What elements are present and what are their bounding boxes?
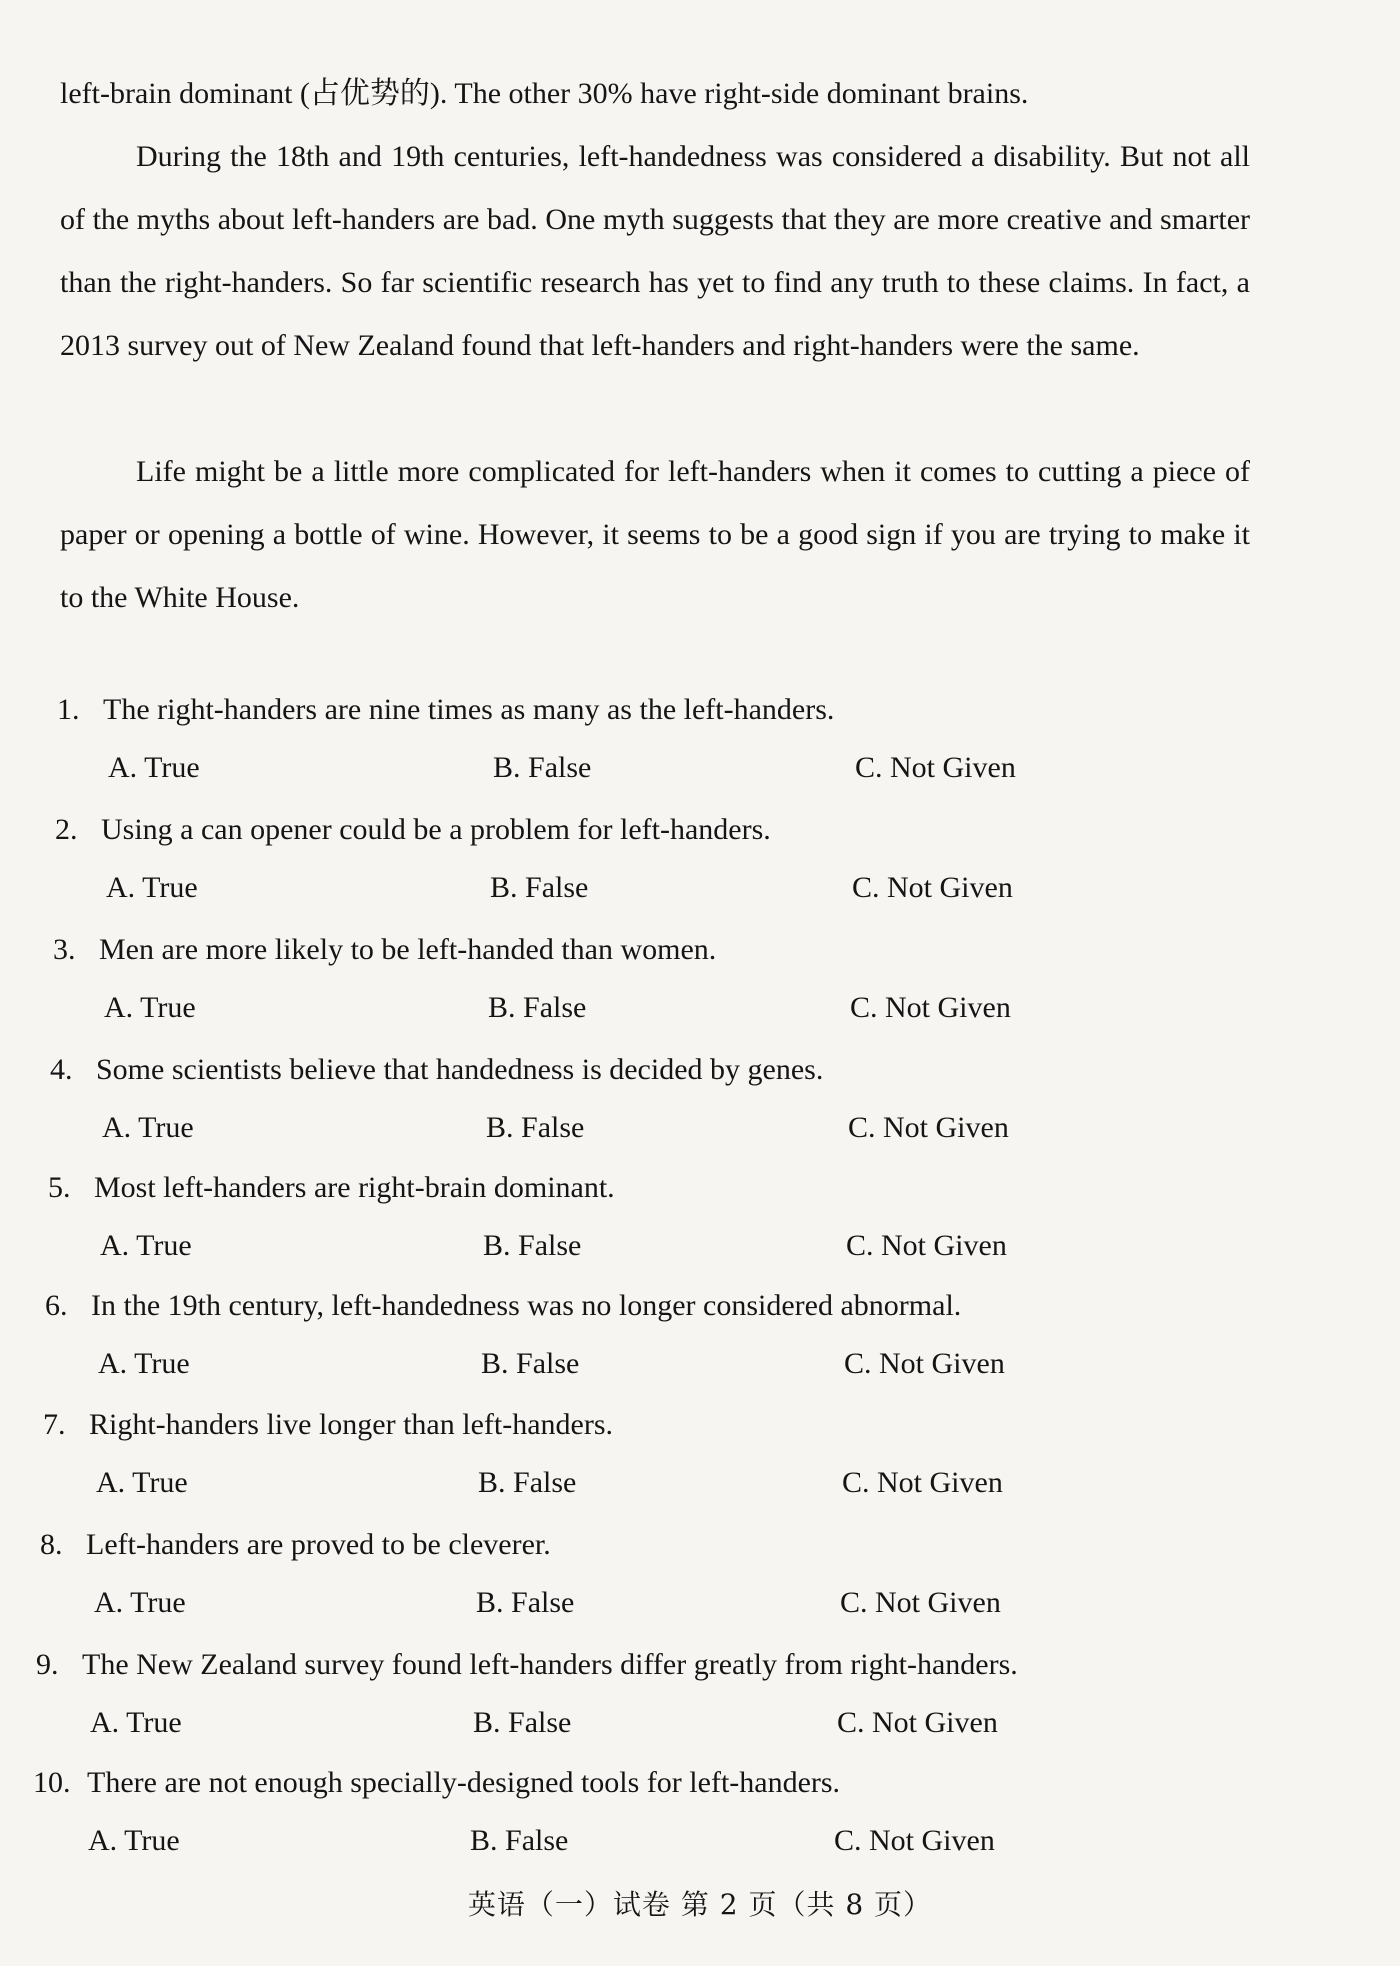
option-c: C. Not Given: [855, 751, 1016, 784]
question-text: There are not enough specially-designed tools for left-handers.: [87, 1766, 841, 1799]
question-7: [0, 1405, 1400, 1523]
question-text: Right-handers live longer than left-handers.: [89, 1408, 614, 1441]
passage-paragraph-1: [60, 62, 1250, 125]
question-2: [0, 810, 1400, 928]
question-text: Men are more likely to be left-handed than women.: [99, 933, 717, 966]
question-number: 2.: [55, 813, 78, 846]
option-a: A. True: [104, 991, 196, 1024]
option-c: C. Not Given: [834, 1824, 995, 1857]
option-c: C. Not Given: [846, 1229, 1007, 1262]
question-stem: [33, 1763, 840, 1803]
question-10: [0, 1763, 1400, 1881]
question-text: The New Zealand survey found left-handers differ greatly from right-handers.: [82, 1648, 1018, 1681]
question-text: Most left-handers are right-brain dominant.: [94, 1171, 615, 1204]
passage-text: left-brain dominant (占优势的). The other 30% have right-side dominant brains.: [60, 77, 1029, 110]
question-text: Left-handers are proved to be cleverer.: [86, 1528, 551, 1561]
option-a: A. True: [94, 1586, 186, 1619]
question-number: 5.: [48, 1171, 71, 1204]
option-c: C. Not Given: [840, 1586, 1001, 1619]
question-stem: [36, 1645, 1018, 1685]
option-b: B. False: [481, 1347, 580, 1380]
passage-paragraph-2: [60, 125, 1250, 377]
question-1: [0, 690, 1400, 808]
option-b: B. False: [470, 1824, 569, 1857]
question-text: Using a can opener could be a problem for left-handers.: [101, 813, 771, 846]
page-footer: 英语（一）试卷 第 2 页（共 8 页）: [467, 1888, 933, 1921]
option-c: C. Not Given: [842, 1466, 1003, 1499]
question-number: 7.: [43, 1408, 66, 1441]
option-b: B. False: [486, 1111, 585, 1144]
option-c: C. Not Given: [850, 991, 1011, 1024]
option-a: A. True: [96, 1466, 188, 1499]
option-a: A. True: [90, 1706, 182, 1739]
option-b: B. False: [478, 1466, 577, 1499]
question-text: Some scientists believe that handedness is decided by genes.: [96, 1053, 824, 1086]
question-number: 1.: [57, 693, 80, 726]
option-b: B. False: [483, 1229, 582, 1262]
option-c: C. Not Given: [837, 1706, 998, 1739]
question-8: [0, 1525, 1400, 1643]
question-5: [0, 1168, 1400, 1286]
question-3: [0, 930, 1400, 1048]
passage-text: During the 18th and 19th centuries, left-handedness was considered a disability. But not all of the myths about left-handers are bad. One myth suggests that they are more creative and smarter than the right-handers. So far scientific research has yet to find any truth to these claims. In fact, a 2013 survey out of New Zealand found that left-handers and right-handers were the same.: [60, 140, 1250, 362]
question-text: In the 19th century, left-handedness was no longer considered abnormal.: [91, 1289, 962, 1322]
option-a: A. True: [102, 1111, 194, 1144]
option-b: B. False: [488, 991, 587, 1024]
option-c: C. Not Given: [848, 1111, 1009, 1144]
option-b: B. False: [473, 1706, 572, 1739]
question-6: [0, 1286, 1400, 1404]
option-a: A. True: [108, 751, 200, 784]
question-4: [0, 1050, 1400, 1168]
option-c: C. Not Given: [844, 1347, 1005, 1380]
question-stem: [43, 1405, 613, 1445]
question-stem: [57, 690, 834, 730]
option-b: B. False: [476, 1586, 575, 1619]
question-stem: [40, 1525, 551, 1565]
option-a: A. True: [106, 871, 198, 904]
option-b: B. False: [493, 751, 592, 784]
question-number: 4.: [50, 1053, 73, 1086]
question-stem: [45, 1286, 961, 1326]
question-stem: [50, 1050, 823, 1090]
question-text: The right-handers are nine times as many as the left-handers.: [103, 693, 835, 726]
option-a: A. True: [100, 1229, 192, 1262]
question-number: 10.: [33, 1766, 71, 1799]
option-c: C. Not Given: [852, 871, 1013, 904]
question-number: 8.: [40, 1528, 63, 1561]
question-9: [0, 1645, 1400, 1763]
question-number: 9.: [36, 1648, 59, 1681]
option-b: B. False: [490, 871, 589, 904]
question-number: 3.: [53, 933, 76, 966]
question-stem: [53, 930, 716, 970]
passage-paragraph-3: [60, 440, 1250, 629]
question-stem: [48, 1168, 615, 1208]
option-a: A. True: [88, 1824, 180, 1857]
question-number: 6.: [45, 1289, 68, 1322]
passage-text: Life might be a little more complicated for left-handers when it comes to cutting a piece of paper or opening a bottle of wine. However, it seems to be a good sign if you are trying to make it to the White House.: [60, 455, 1250, 614]
option-a: A. True: [98, 1347, 190, 1380]
question-stem: [55, 810, 771, 850]
